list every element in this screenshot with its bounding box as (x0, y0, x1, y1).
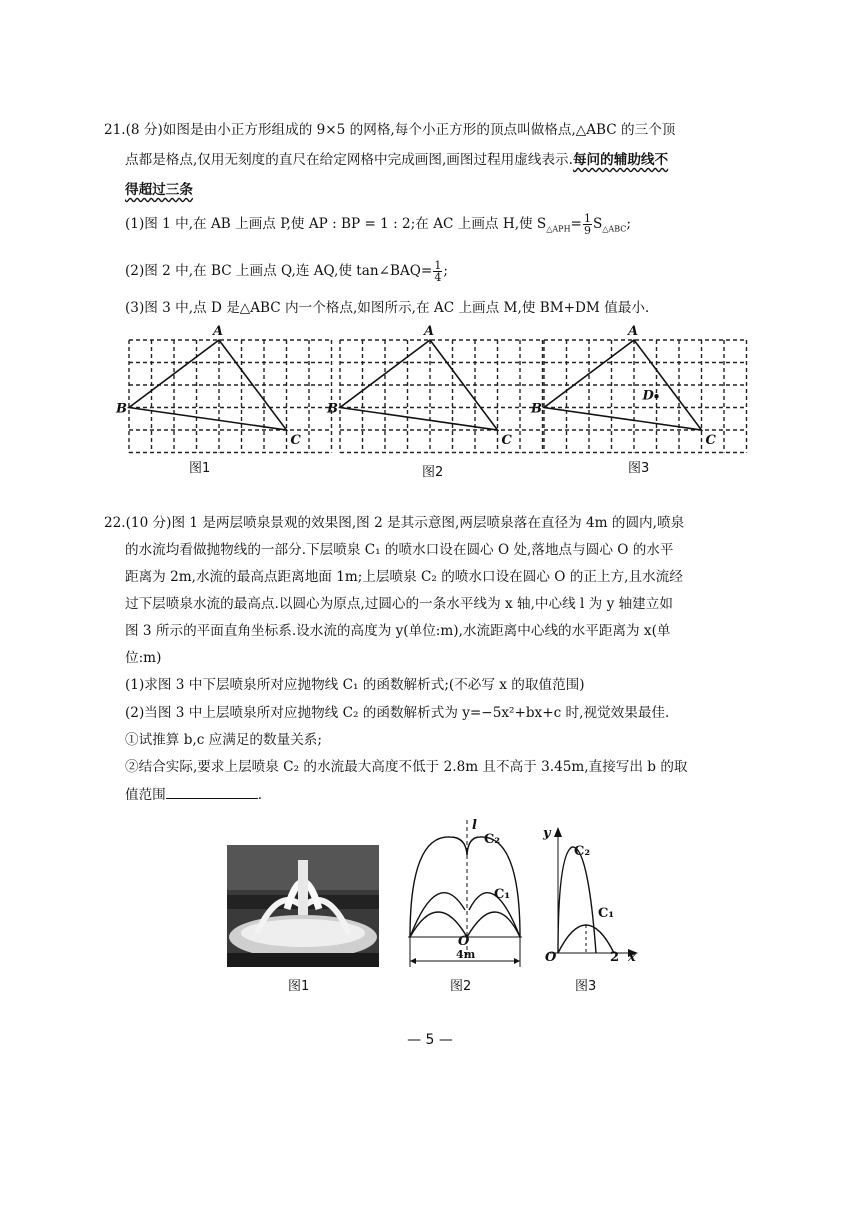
fig2-label-l: l (472, 818, 477, 833)
fig3-label-two: 2 (610, 950, 620, 965)
fountain-photo (227, 845, 379, 967)
q22-part2-i: ①试推算 b,c 应满足的数量关系; (125, 732, 322, 748)
fig2-label-o: O (458, 934, 470, 949)
q21-part1-end: ; (626, 216, 631, 232)
q22-part2-iii-text: 值范围 (125, 787, 166, 803)
fig3-label-x: x (628, 950, 636, 965)
q21-part1-text: (1)图 1 中,在 AB 上画点 P,使 AP : BP = 1 : 2;在 AC 上画点 H,使 S (125, 216, 547, 232)
vertex-label-a-3: A (628, 324, 639, 339)
q21-grid-figures (0, 0, 860, 480)
vertex-label-c-1: C (290, 433, 301, 448)
fig3-label-c1: C₁ (598, 906, 615, 921)
q21-part3: (3)图 3 中,点 D 是△ABC 内一个格点,如图所示,在 AC 上画点 M,使 BM+DM 值最小. (125, 300, 650, 316)
q22-caption-3: 图3 (575, 979, 597, 994)
q22-part2-ii: ②结合实际,要求上层喷泉 C₂ 的水流最大高度不低于 2.8m 且不高于 3.45m,直接写出 b 的取 (125, 759, 688, 775)
q22-caption-1: 图1 (288, 979, 310, 994)
q22-part1: (1)求图 3 中下层喷泉所对应抛物线 C₁ 的函数解析式;(不必写 x 的取值范围) (125, 677, 585, 693)
q21-part1-den: 9 (583, 224, 591, 237)
vertex-label-a-2: A (424, 324, 435, 339)
q22-caption-2: 图2 (450, 979, 472, 994)
q21-part2-den: 4 (434, 271, 442, 284)
q22-figure-3 (538, 825, 648, 970)
fig2-label-width: 4m (456, 948, 476, 961)
vertex-label-b-1: B (116, 401, 127, 417)
point-d (654, 394, 658, 398)
q21-emphasis-b: 得超过三条 (125, 182, 193, 198)
fig2-label-c2: C₂ (484, 832, 501, 847)
q22-line3: 距离为 2m,水流的最高点距离地面 1m;上层喷泉 C₂ 的喷水口设在圆心 O 的正上方,且水流经 (125, 569, 683, 585)
q21-caption-2: 图2 (422, 465, 444, 480)
q22-part2-iii-end: . (257, 787, 263, 803)
q22-line1: 22.(10 分)图 1 是两层喷泉景观的效果图,图 2 是其示意图,两层喷泉落在直径为 4m 的圆内,喷泉 (104, 515, 685, 531)
q21-part2-text: (2)图 2 中,在 BC 上画点 Q,连 AQ,使 tan∠BAQ= (125, 263, 433, 279)
q22-figure-2 (400, 815, 530, 975)
q22-part2: (2)当图 3 中上层喷泉所对应抛物线 C₂ 的函数解析式为 y=−5x²+bx+c 时,视觉效果最佳. (125, 705, 670, 721)
q21-caption-1: 图1 (189, 461, 211, 476)
q21-part1-eq: = (570, 216, 582, 232)
q21-line2a: 点都是格点,仅用无刻度的直尺在给定网格中完成画图,画图过程用虚线表示. (125, 152, 573, 168)
q21-part1-sub1: △APH (546, 224, 571, 234)
q22-part2-iii (125, 784, 262, 805)
fig2-label-c1: C₁ (494, 887, 511, 902)
q21-part2-end: ; (443, 263, 448, 279)
page-number: — 5 — (407, 1032, 453, 1048)
vertex-label-a-1: A (213, 324, 224, 339)
point-label-d: D (642, 388, 654, 404)
q21-caption-3: 图3 (628, 461, 650, 476)
fig3-label-o: O (545, 950, 557, 965)
fig3-label-y: y (543, 826, 551, 841)
answer-blank (166, 784, 258, 799)
q21-line1: 21.(8 分)如图是由小正方形组成的 9×5 的网格,每个小正方形的顶点叫做格点,△ABC 的三个顶 (104, 122, 676, 138)
q21-emphasis-a: 每问的辅助线不 (572, 152, 669, 168)
fountain-photo-drawing (227, 845, 379, 967)
vertex-label-b-2: B (327, 401, 338, 417)
q22-line6: 位:m) (125, 650, 162, 666)
vertex-label-c-3: C (705, 433, 716, 448)
q21-part1-sub2: △ABC (602, 224, 627, 234)
q21-part1-num: 1 (583, 212, 591, 225)
q22-line2: 的水流均看做抛物线的一部分.下层喷泉 C₁ 的喷水口设在圆心 O 处,落地点与圆心 O 的水平 (125, 542, 674, 558)
vertex-label-c-2: C (501, 433, 512, 448)
q21-part1-s: S (592, 216, 603, 232)
q21-part2-num: 1 (434, 259, 442, 272)
fig3-label-c2: C₂ (574, 844, 591, 859)
vertex-label-b-3: B (531, 401, 542, 417)
q22-line4: 过下层喷泉水流的最高点.以圆心为原点,过圆心的一条水平线为 x 轴,中心线 l 为 y 轴建立如 (125, 596, 673, 612)
q22-line5: 图 3 所示的平面直角坐标系.设水流的高度为 y(单位:m),水流距离中心线的水平距离为 x(单 (125, 623, 671, 639)
